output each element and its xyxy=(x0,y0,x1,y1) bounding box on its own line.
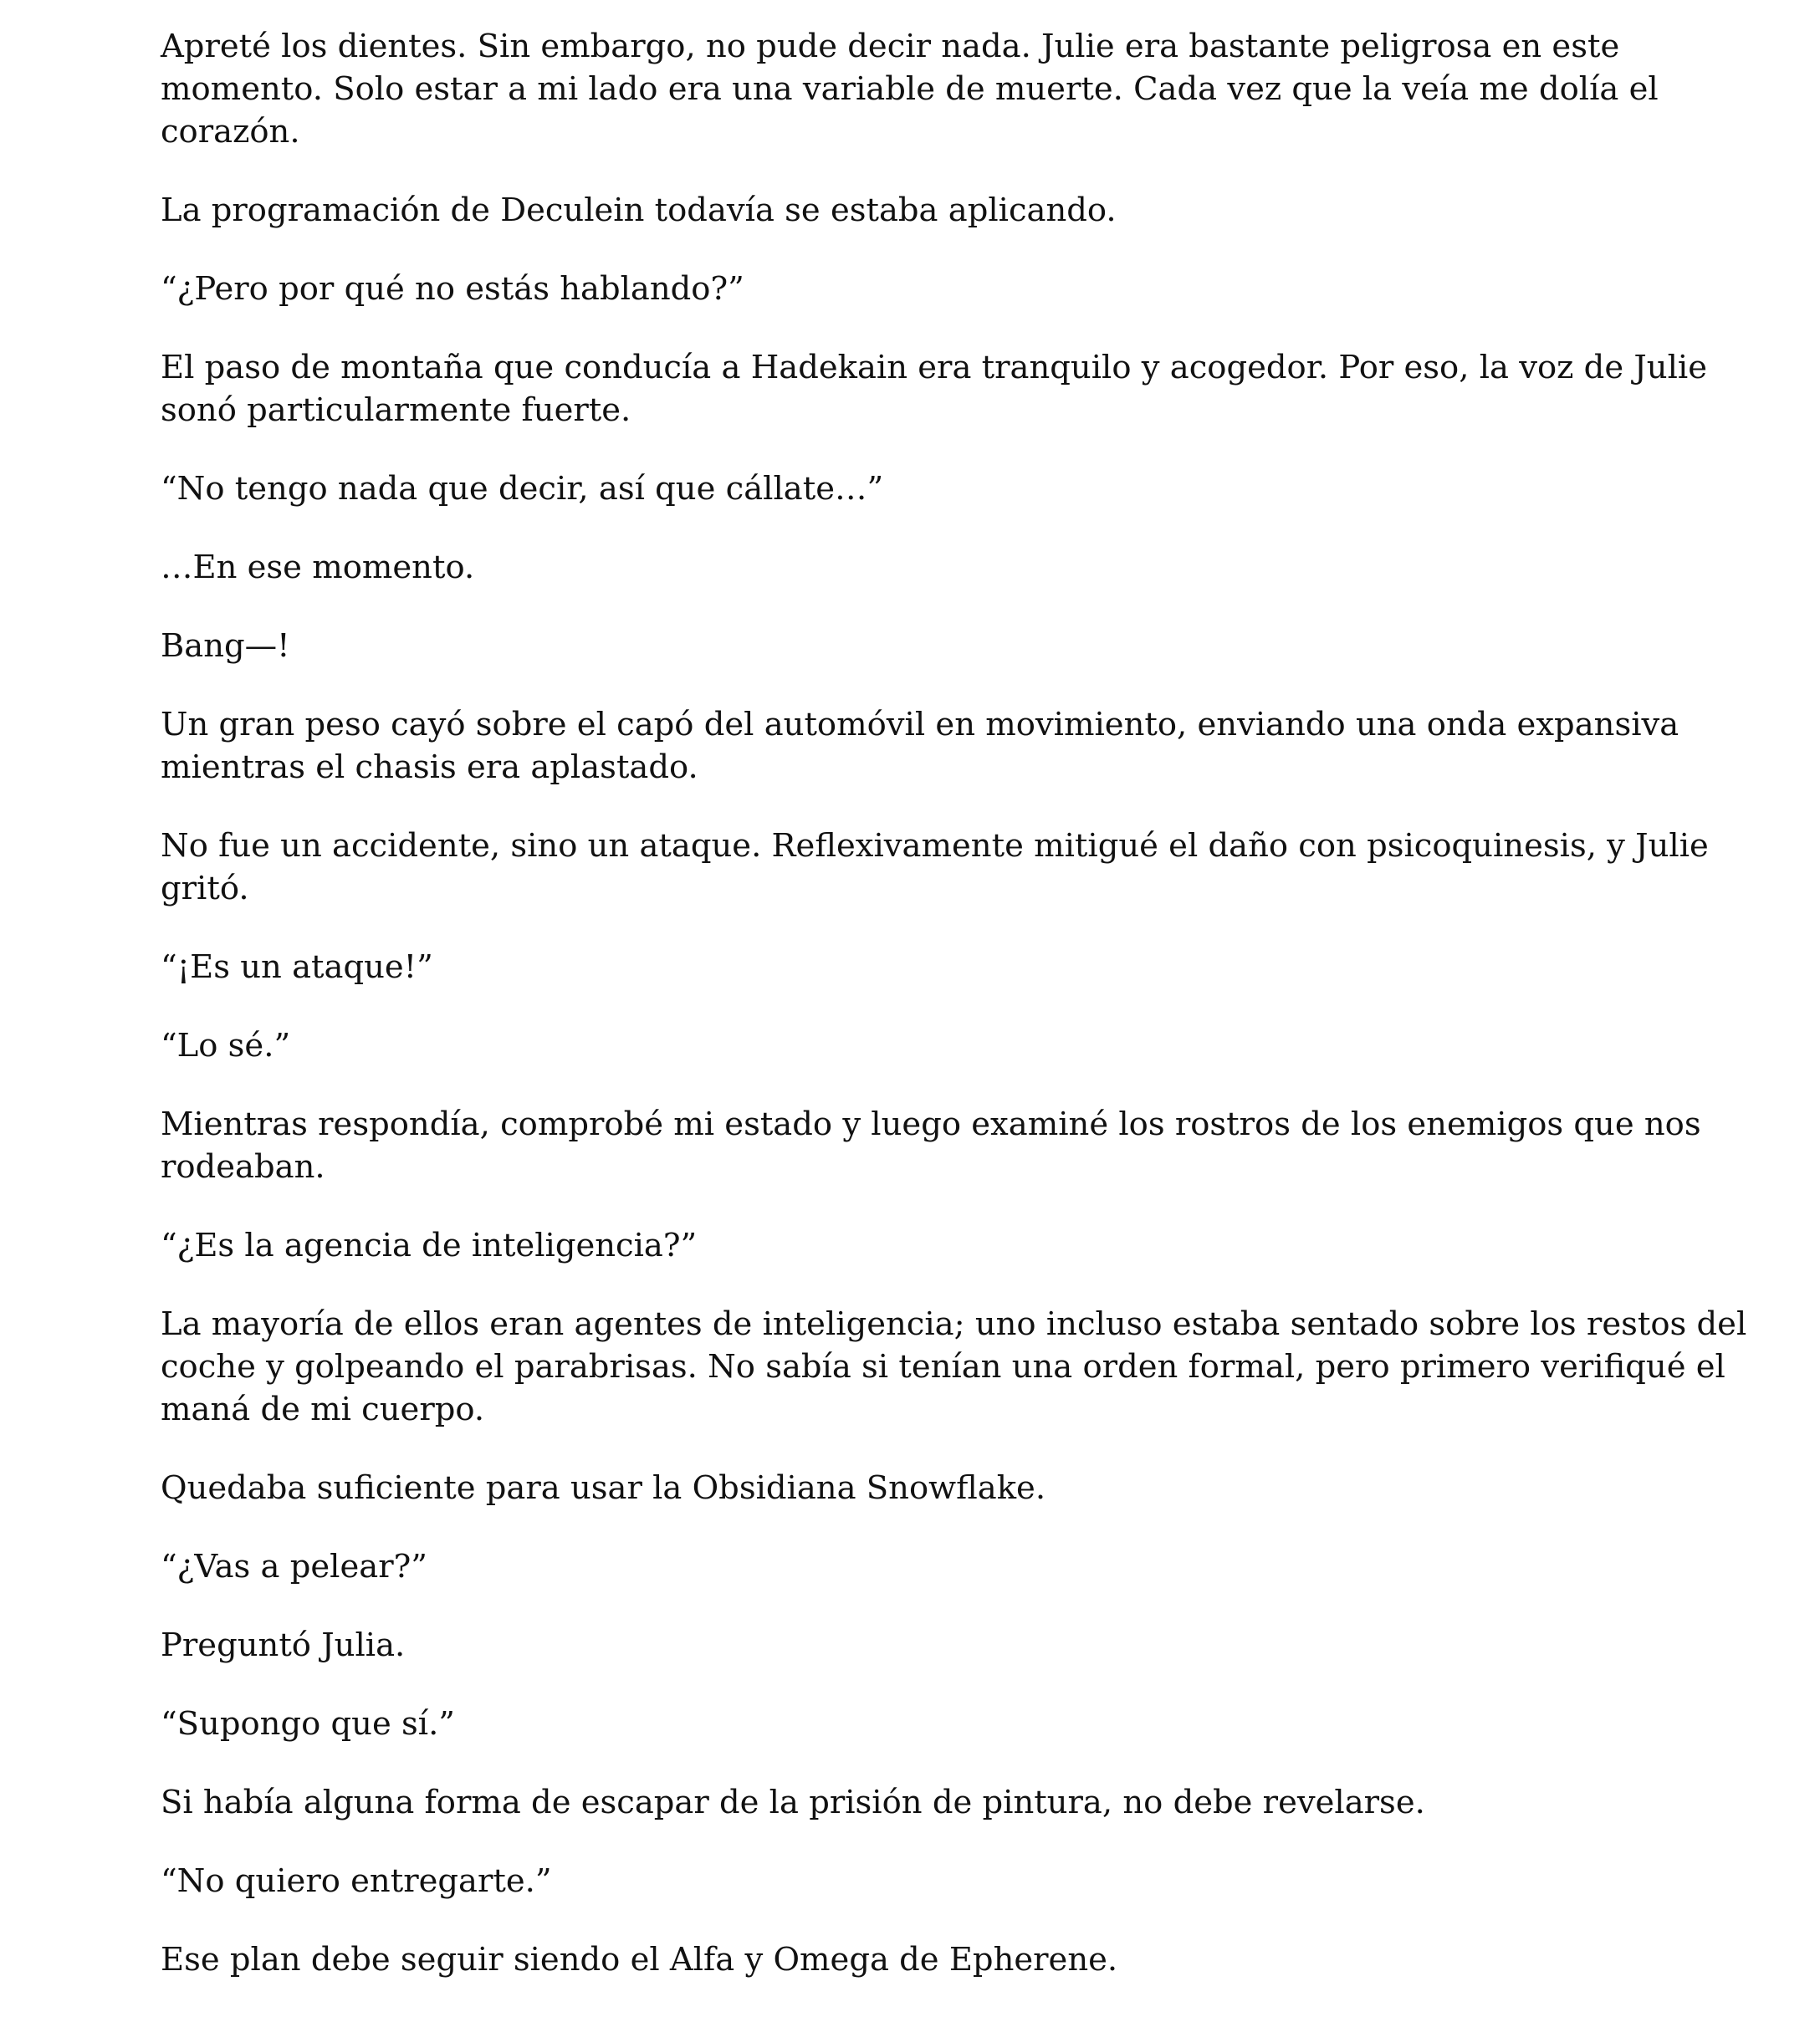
paragraph: Ese plan debe seguir siendo el Alfa y Omega de Epherene. xyxy=(161,1941,1118,1979)
paragraph: La mayoría de ellos eran agentes de inteligencia; uno incluso estaba sentado sobre los restos del coche y golpeando el parabrisas. No sabía si tenían una orden formal, pero primero verifiqué el maná de mi cuerpo. xyxy=(161,1305,1747,1428)
paragraph: “No tengo nada que decir, así que cállate…” xyxy=(161,470,884,508)
paragraph: Mientras respondía, comprobé mi estado y luego examiné los rostros de los enemigos que nos rodeaban. xyxy=(161,1106,1701,1186)
paragraph: Si había alguna forma de escapar de la prisión de pintura, no debe revelarse. xyxy=(161,1784,1425,1821)
paragraph: “¿Es la agencia de inteligencia?” xyxy=(161,1227,698,1264)
paragraph: “¿Vas a pelear?” xyxy=(161,1548,427,1586)
paragraph: Apreté los dientes. Sin embargo, no pude decir nada. Julie era bastante peligrosa en este momento. Solo estar a mi lado era una variable de muerte. Cada vez que la veía me dolía el corazón. xyxy=(161,28,1659,151)
paragraph: “Supongo que sí.” xyxy=(161,1705,455,1743)
paragraph: Preguntó Julia. xyxy=(161,1626,406,1664)
paragraph: “¿Pero por qué no estás hablando?” xyxy=(161,270,744,308)
paragraph: Un gran peso cayó sobre el capó del automóvil en movimiento, enviando una onda expansiva mientras el chasis era aplastado. xyxy=(161,706,1679,786)
paragraph: Bang—! xyxy=(161,627,290,665)
paragraph: Quedaba suficiente para usar la Obsidiana Snowflake. xyxy=(161,1469,1046,1507)
paragraph: No fue un accidente, sino un ataque. Reflexivamente mitigué el daño con psicoquinesis, y Julie gritó. xyxy=(161,827,1709,907)
paragraph: “¡Es un ataque!” xyxy=(161,948,433,986)
paragraph: …En ese momento. xyxy=(161,549,475,586)
paragraph: La programación de Deculein todavía se estaba aplicando. xyxy=(161,191,1117,229)
paragraph: “No quiero entregarte.” xyxy=(161,1862,552,1900)
paragraph: “Lo sé.” xyxy=(161,1027,291,1065)
paragraph: El paso de montaña que conducía a Hadekain era tranquilo y acogedor. Por eso, la voz de Julie sonó particularmente fuerte. xyxy=(161,349,1707,429)
document-body xyxy=(161,25,1750,2017)
